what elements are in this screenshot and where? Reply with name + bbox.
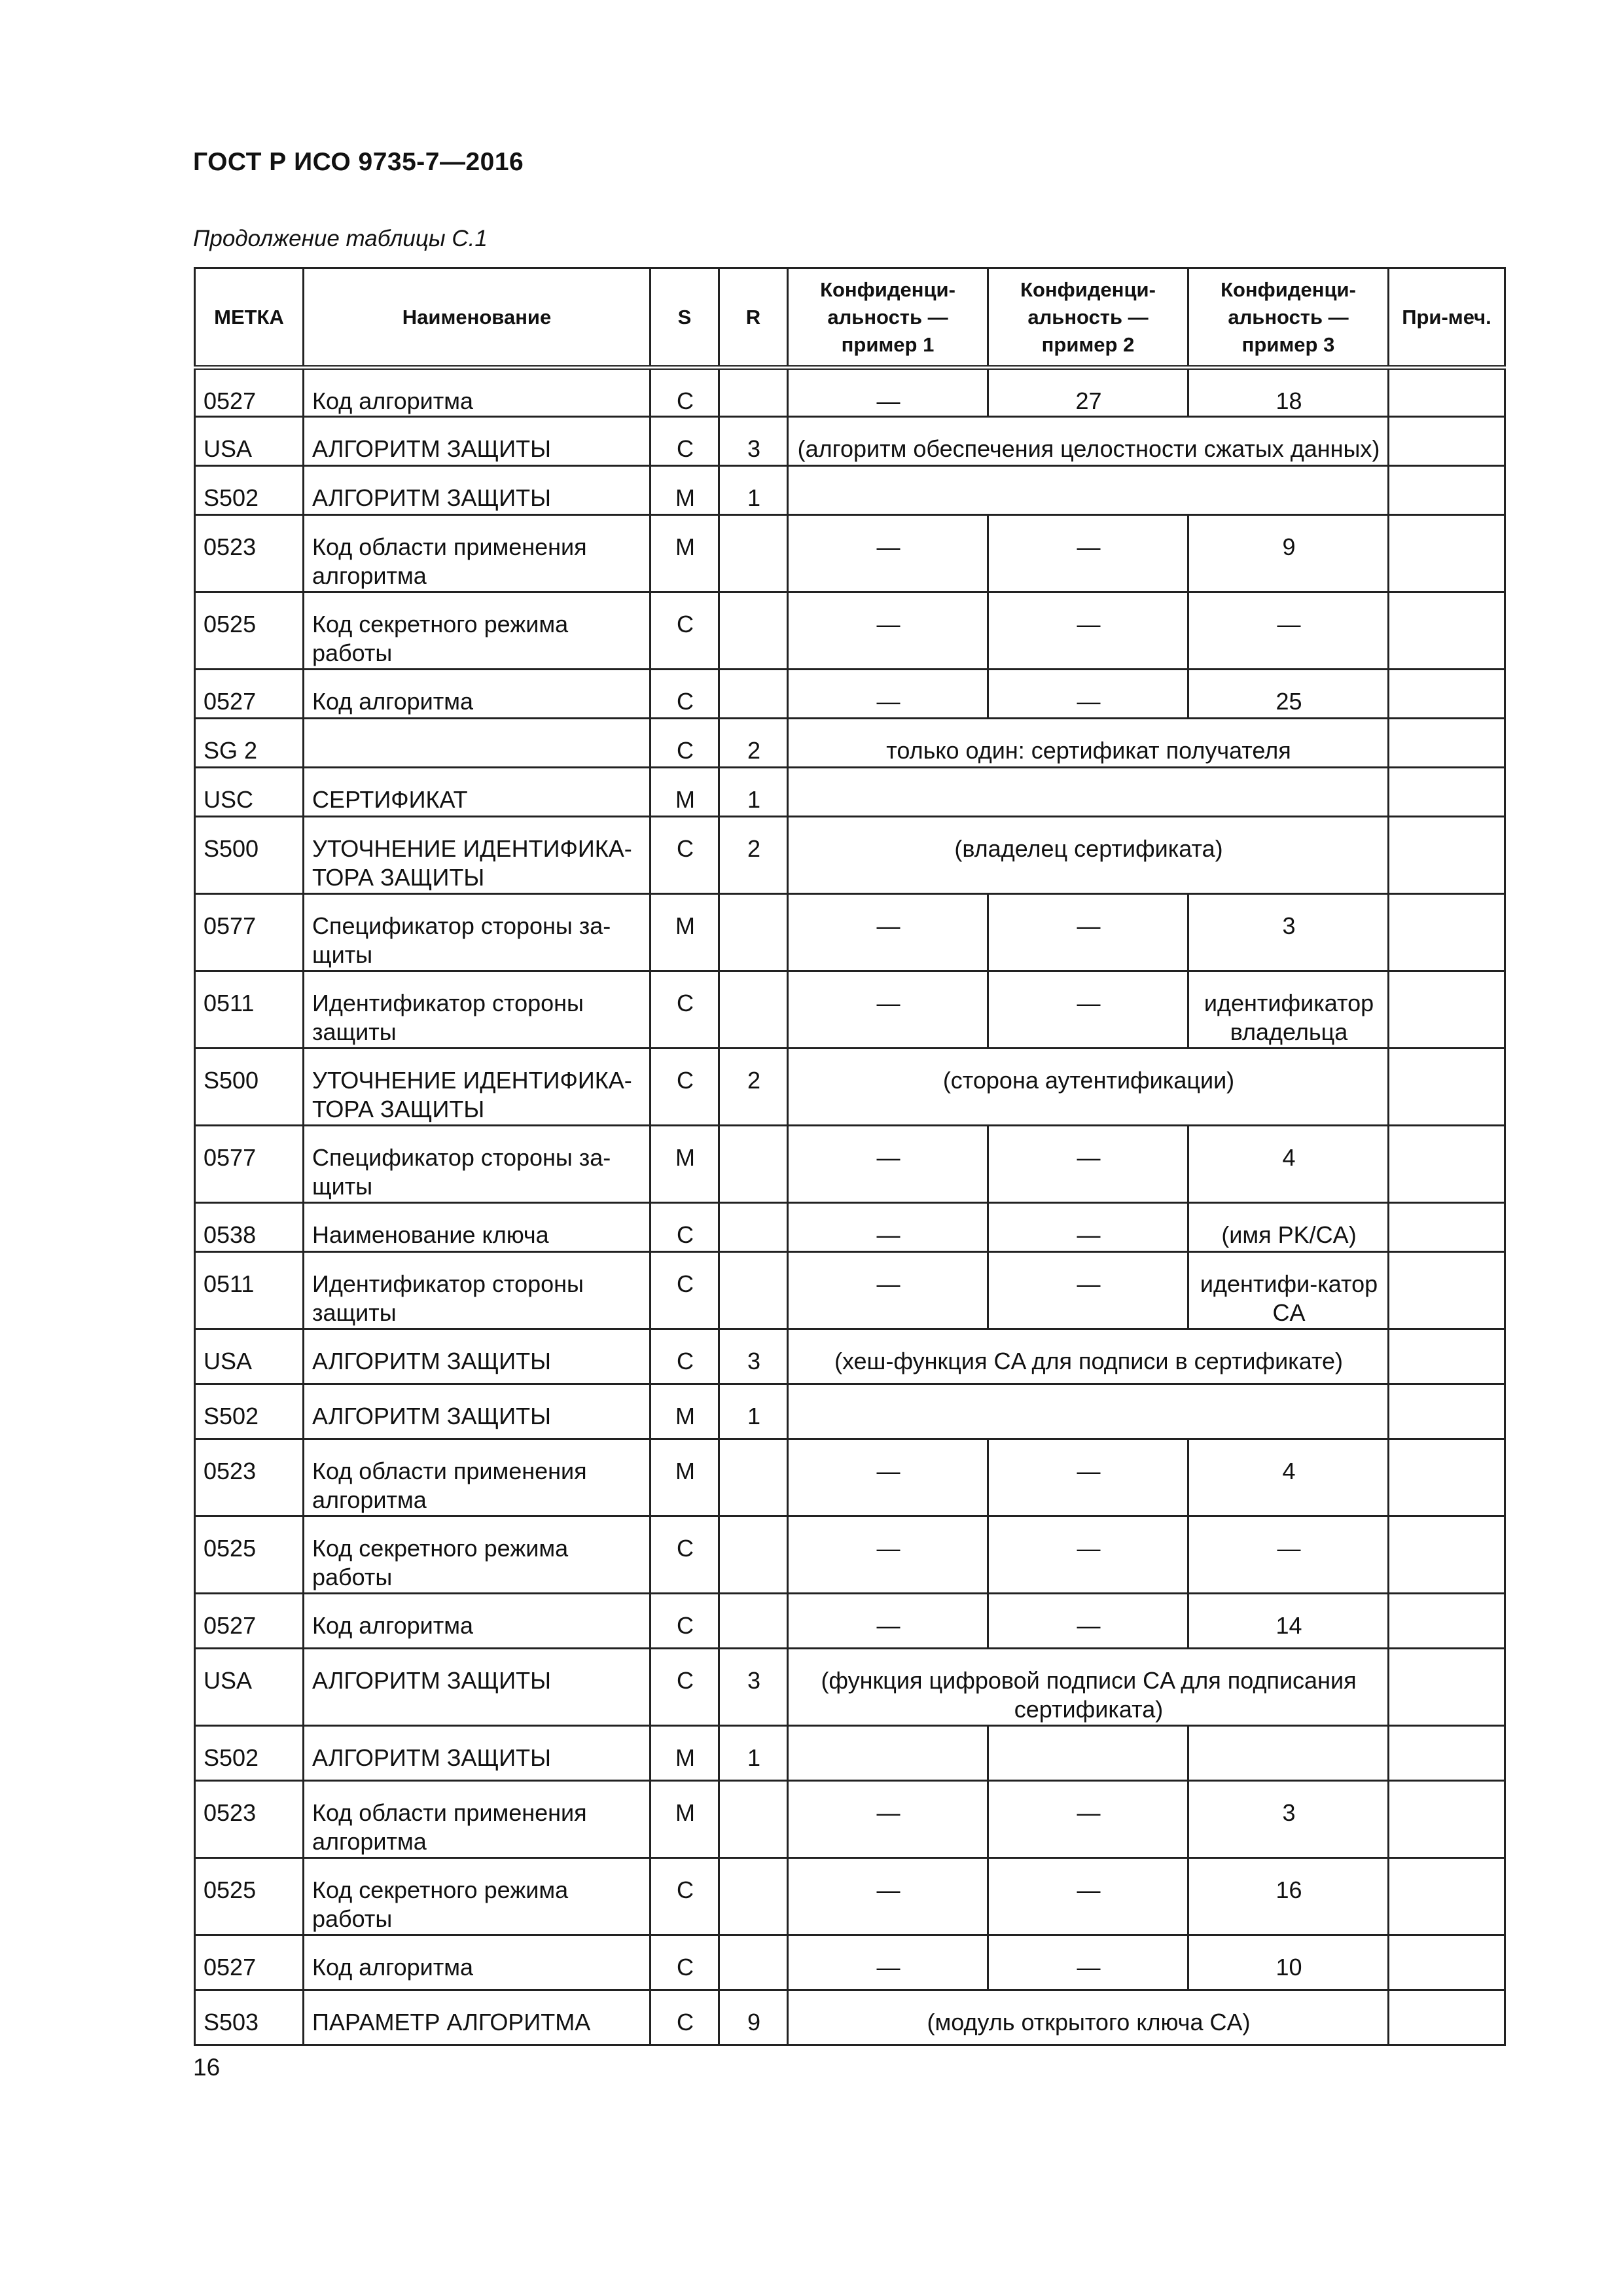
cell-ex1: — xyxy=(788,1439,988,1516)
table-row xyxy=(195,817,1505,894)
cell-ex3: 4 xyxy=(1188,1439,1389,1516)
cell-r: 1 xyxy=(719,768,788,817)
cell-ex2: — xyxy=(988,1439,1188,1516)
cell-s: M xyxy=(651,1126,719,1203)
cell-r xyxy=(719,1594,788,1649)
cell-s: M xyxy=(651,768,719,817)
cell-note xyxy=(1389,817,1505,894)
cell-tag: USA xyxy=(195,1329,304,1384)
cell-r: 3 xyxy=(719,417,788,466)
table-row xyxy=(195,971,1505,1049)
cell-tag: S500 xyxy=(195,1049,304,1126)
table-row xyxy=(195,1649,1505,1726)
cell-ex1: — xyxy=(788,1252,988,1329)
cell-note xyxy=(1389,1516,1505,1594)
cell-note xyxy=(1389,592,1505,670)
cell-note xyxy=(1389,1649,1505,1726)
cell-tag: 0525 xyxy=(195,1516,304,1594)
cell-ex2: — xyxy=(988,1781,1188,1858)
cell-s: C xyxy=(651,1649,719,1726)
cell-r: 2 xyxy=(719,817,788,894)
cell-r: 1 xyxy=(719,1384,788,1439)
cell-ex2: — xyxy=(988,1594,1188,1649)
cell-name: Код секретного режима работы xyxy=(304,592,651,670)
cell-r: 3 xyxy=(719,1649,788,1726)
cell-tag: 0523 xyxy=(195,1439,304,1516)
cell-tag: 0527 xyxy=(195,368,304,417)
cell-ex2: — xyxy=(988,894,1188,971)
cell-note xyxy=(1389,1126,1505,1203)
table-row xyxy=(195,1126,1505,1203)
cell-name: Код алгоритма xyxy=(304,1935,651,1990)
table-row xyxy=(195,1203,1505,1252)
cell-note xyxy=(1389,1252,1505,1329)
cell-note xyxy=(1389,368,1505,417)
cell-tag: S503 xyxy=(195,1990,304,2045)
page-number: 16 xyxy=(193,2054,221,2081)
cell-s: C xyxy=(651,971,719,1049)
cell-note xyxy=(1389,417,1505,466)
cell-tag: USC xyxy=(195,768,304,817)
cell-note xyxy=(1389,1049,1505,1126)
table-row xyxy=(195,1252,1505,1329)
cell-ex1: — xyxy=(788,592,988,670)
cell-tag: USA xyxy=(195,1649,304,1726)
cell-name: Код секретного режима работы xyxy=(304,1516,651,1594)
cell-r: 3 xyxy=(719,1329,788,1384)
cell-ex2: — xyxy=(988,1252,1188,1329)
cell-s: C xyxy=(651,1203,719,1252)
cell-ex1: — xyxy=(788,1781,988,1858)
cell-note xyxy=(1389,1439,1505,1516)
cell-r xyxy=(719,515,788,592)
cell-s: C xyxy=(651,1935,719,1990)
cell-tag: S502 xyxy=(195,1726,304,1781)
cell-name: АЛГОРИТМ ЗАЩИТЫ xyxy=(304,1329,651,1384)
cell-name xyxy=(304,719,651,768)
cell-ex3: 10 xyxy=(1188,1935,1389,1990)
table-row xyxy=(195,1726,1505,1781)
cell-ex3: 3 xyxy=(1188,1781,1389,1858)
cell-name: АЛГОРИТМ ЗАЩИТЫ xyxy=(304,1384,651,1439)
cell-name: АЛГОРИТМ ЗАЩИТЫ xyxy=(304,466,651,515)
header-tag: МЕТКА xyxy=(195,268,304,368)
cell-r xyxy=(719,1781,788,1858)
cell-s: C xyxy=(651,1329,719,1384)
cell-r xyxy=(719,971,788,1049)
cell-ex3 xyxy=(1188,1726,1389,1781)
cell-s: C xyxy=(651,1990,719,2045)
cell-tag: 0527 xyxy=(195,1594,304,1649)
cell-s: C xyxy=(651,1516,719,1594)
document-title: ГОСТ Р ИСО 9735-7—2016 xyxy=(193,148,524,176)
cell-r: 1 xyxy=(719,1726,788,1781)
cell-note xyxy=(1389,670,1505,719)
cell-s: M xyxy=(651,1384,719,1439)
cell-ex1: — xyxy=(788,670,988,719)
cell-name: АЛГОРИТМ ЗАЩИТЫ xyxy=(304,1649,651,1726)
cell-merged: (владелец сертификата) xyxy=(788,817,1389,894)
cell-ex2 xyxy=(988,1726,1188,1781)
cell-note xyxy=(1389,1203,1505,1252)
cell-s: C xyxy=(651,719,719,768)
cell-name: Код секретного режима работы xyxy=(304,1858,651,1935)
cell-r xyxy=(719,1935,788,1990)
cell-s: C xyxy=(651,817,719,894)
cell-name: Спецификатор стороны за-щиты xyxy=(304,894,651,971)
table-row xyxy=(195,1935,1505,1990)
table-row xyxy=(195,1990,1505,2045)
header-example-1: Конфиденци-альность — пример 1 xyxy=(788,268,988,368)
cell-r xyxy=(719,1252,788,1329)
header-example-2: Конфиденци-альность — пример 2 xyxy=(988,268,1188,368)
header-name: Наименование xyxy=(304,268,651,368)
cell-name: Код алгоритма xyxy=(304,1594,651,1649)
cell-note xyxy=(1389,1594,1505,1649)
cell-r xyxy=(719,1126,788,1203)
cell-ex3: (имя PK/CA) xyxy=(1188,1203,1389,1252)
cell-merged: (модуль открытого ключа CA) xyxy=(788,1990,1389,2045)
cell-ex1: — xyxy=(788,515,988,592)
cell-ex3: 16 xyxy=(1188,1858,1389,1935)
cell-tag: S500 xyxy=(195,817,304,894)
cell-r xyxy=(719,1439,788,1516)
cell-tag: 0511 xyxy=(195,971,304,1049)
table-row xyxy=(195,670,1505,719)
cell-tag: 0527 xyxy=(195,1935,304,1990)
cell-ex3: — xyxy=(1188,592,1389,670)
cell-ex3: 3 xyxy=(1188,894,1389,971)
cell-s: C xyxy=(651,417,719,466)
cell-s: M xyxy=(651,1439,719,1516)
cell-ex3: — xyxy=(1188,1516,1389,1594)
table-row xyxy=(195,1858,1505,1935)
cell-merged: (хеш-функция CA для подписи в сертификате) xyxy=(788,1329,1389,1384)
cell-ex1: — xyxy=(788,894,988,971)
cell-name: Спецификатор стороны за-щиты xyxy=(304,1126,651,1203)
cell-r: 1 xyxy=(719,466,788,515)
data-elements-table xyxy=(194,267,1506,2046)
cell-s: M xyxy=(651,1781,719,1858)
cell-ex3: 9 xyxy=(1188,515,1389,592)
cell-name: Код области применения алгоритма xyxy=(304,515,651,592)
table-caption: Продолжение таблицы С.1 xyxy=(193,226,488,251)
cell-ex2: — xyxy=(988,670,1188,719)
cell-tag: SG 2 xyxy=(195,719,304,768)
cell-tag: S502 xyxy=(195,1384,304,1439)
cell-r xyxy=(719,670,788,719)
cell-s: C xyxy=(651,1252,719,1329)
cell-tag: 0525 xyxy=(195,1858,304,1935)
table-row xyxy=(195,592,1505,670)
table-row xyxy=(195,1439,1505,1516)
table-row xyxy=(195,1594,1505,1649)
cell-ex3: идентификатор владельца xyxy=(1188,971,1389,1049)
cell-note xyxy=(1389,1329,1505,1384)
cell-s: C xyxy=(651,670,719,719)
cell-s: M xyxy=(651,894,719,971)
cell-r: 2 xyxy=(719,1049,788,1126)
cell-name: Код алгоритма xyxy=(304,368,651,417)
cell-note xyxy=(1389,466,1505,515)
cell-ex1: — xyxy=(788,1203,988,1252)
cell-name: Код области применения алгоритма xyxy=(304,1781,651,1858)
cell-name: УТОЧНЕНИЕ ИДЕНТИФИКА-ТОРА ЗАЩИТЫ xyxy=(304,1049,651,1126)
table-row xyxy=(195,1384,1505,1439)
cell-merged: (алгоритм обеспечения целостности сжатых данных) xyxy=(788,417,1389,466)
cell-note xyxy=(1389,1990,1505,2045)
cell-s: C xyxy=(651,368,719,417)
cell-name: Идентификатор стороны защиты xyxy=(304,971,651,1049)
cell-note xyxy=(1389,515,1505,592)
cell-tag: 0577 xyxy=(195,894,304,971)
cell-ex1: — xyxy=(788,1594,988,1649)
cell-name: АЛГОРИТМ ЗАЩИТЫ xyxy=(304,1726,651,1781)
cell-r xyxy=(719,1203,788,1252)
cell-s: C xyxy=(651,1858,719,1935)
header-note: При-меч. xyxy=(1389,268,1505,368)
cell-ex2: 27 xyxy=(988,368,1188,417)
cell-ex3: 25 xyxy=(1188,670,1389,719)
cell-ex1: — xyxy=(788,368,988,417)
cell-name: УТОЧНЕНИЕ ИДЕНТИФИКА-ТОРА ЗАЩИТЫ xyxy=(304,817,651,894)
cell-ex2: — xyxy=(988,1126,1188,1203)
cell-tag: USA xyxy=(195,417,304,466)
cell-tag: 0523 xyxy=(195,515,304,592)
cell-ex2: — xyxy=(988,1858,1188,1935)
table-row xyxy=(195,768,1505,817)
cell-ex1: — xyxy=(788,971,988,1049)
cell-ex3: 18 xyxy=(1188,368,1389,417)
table-row xyxy=(195,1329,1505,1384)
cell-r xyxy=(719,592,788,670)
table-row xyxy=(195,894,1505,971)
cell-s: C xyxy=(651,1594,719,1649)
cell-ex2: — xyxy=(988,1203,1188,1252)
cell-note xyxy=(1389,894,1505,971)
cell-tag: 0511 xyxy=(195,1252,304,1329)
table-header-row xyxy=(195,268,1505,368)
cell-s: M xyxy=(651,1726,719,1781)
header-r: R xyxy=(719,268,788,368)
table-row xyxy=(195,368,1505,417)
cell-s: C xyxy=(651,592,719,670)
cell-merged xyxy=(788,1384,1389,1439)
cell-r: 9 xyxy=(719,1990,788,2045)
cell-ex3: идентифи-катор CA xyxy=(1188,1252,1389,1329)
table-row xyxy=(195,1516,1505,1594)
table-row xyxy=(195,1049,1505,1126)
cell-name: Код алгоритма xyxy=(304,670,651,719)
cell-ex1: — xyxy=(788,1516,988,1594)
cell-name: Наименование ключа xyxy=(304,1203,651,1252)
cell-ex1: — xyxy=(788,1126,988,1203)
cell-merged xyxy=(788,768,1389,817)
cell-ex1: — xyxy=(788,1935,988,1990)
cell-ex2: — xyxy=(988,592,1188,670)
cell-note xyxy=(1389,1726,1505,1781)
cell-note xyxy=(1389,1781,1505,1858)
header-s: S xyxy=(651,268,719,368)
cell-r: 2 xyxy=(719,719,788,768)
cell-ex2: — xyxy=(988,1516,1188,1594)
cell-r xyxy=(719,1516,788,1594)
cell-note xyxy=(1389,1384,1505,1439)
header-example-3: Конфиденци-альность — пример 3 xyxy=(1188,268,1389,368)
cell-tag: 0538 xyxy=(195,1203,304,1252)
cell-r xyxy=(719,1858,788,1935)
cell-name: Идентификатор стороны защиты xyxy=(304,1252,651,1329)
cell-merged: (функция цифровой подписи CA для подписания сертификата) xyxy=(788,1649,1389,1726)
cell-r xyxy=(719,368,788,417)
cell-name: АЛГОРИТМ ЗАЩИТЫ xyxy=(304,417,651,466)
cell-tag: S502 xyxy=(195,466,304,515)
cell-name: Код области применения алгоритма xyxy=(304,1439,651,1516)
cell-merged xyxy=(788,466,1389,515)
table-row xyxy=(195,515,1505,592)
cell-tag: 0523 xyxy=(195,1781,304,1858)
cell-note xyxy=(1389,1858,1505,1935)
table-row xyxy=(195,466,1505,515)
cell-tag: 0527 xyxy=(195,670,304,719)
cell-name: СЕРТИФИКАТ xyxy=(304,768,651,817)
cell-name: ПАРАМЕТР АЛГОРИТМА xyxy=(304,1990,651,2045)
cell-merged: (сторона аутентификации) xyxy=(788,1049,1389,1126)
cell-note xyxy=(1389,1935,1505,1990)
table-row xyxy=(195,719,1505,768)
cell-ex2: — xyxy=(988,1935,1188,1990)
cell-s: M xyxy=(651,466,719,515)
cell-tag: 0525 xyxy=(195,592,304,670)
cell-r xyxy=(719,894,788,971)
cell-ex3: 4 xyxy=(1188,1126,1389,1203)
cell-ex1: — xyxy=(788,1858,988,1935)
cell-tag: 0577 xyxy=(195,1126,304,1203)
table-row xyxy=(195,1781,1505,1858)
table-body xyxy=(195,368,1505,2045)
cell-s: C xyxy=(651,1049,719,1126)
cell-ex1 xyxy=(788,1726,988,1781)
cell-ex2: — xyxy=(988,515,1188,592)
cell-note xyxy=(1389,768,1505,817)
cell-merged: только один: сертификат получателя xyxy=(788,719,1389,768)
cell-ex2: — xyxy=(988,971,1188,1049)
cell-note xyxy=(1389,971,1505,1049)
cell-note xyxy=(1389,719,1505,768)
cell-s: M xyxy=(651,515,719,592)
cell-ex3: 14 xyxy=(1188,1594,1389,1649)
table-row xyxy=(195,417,1505,466)
